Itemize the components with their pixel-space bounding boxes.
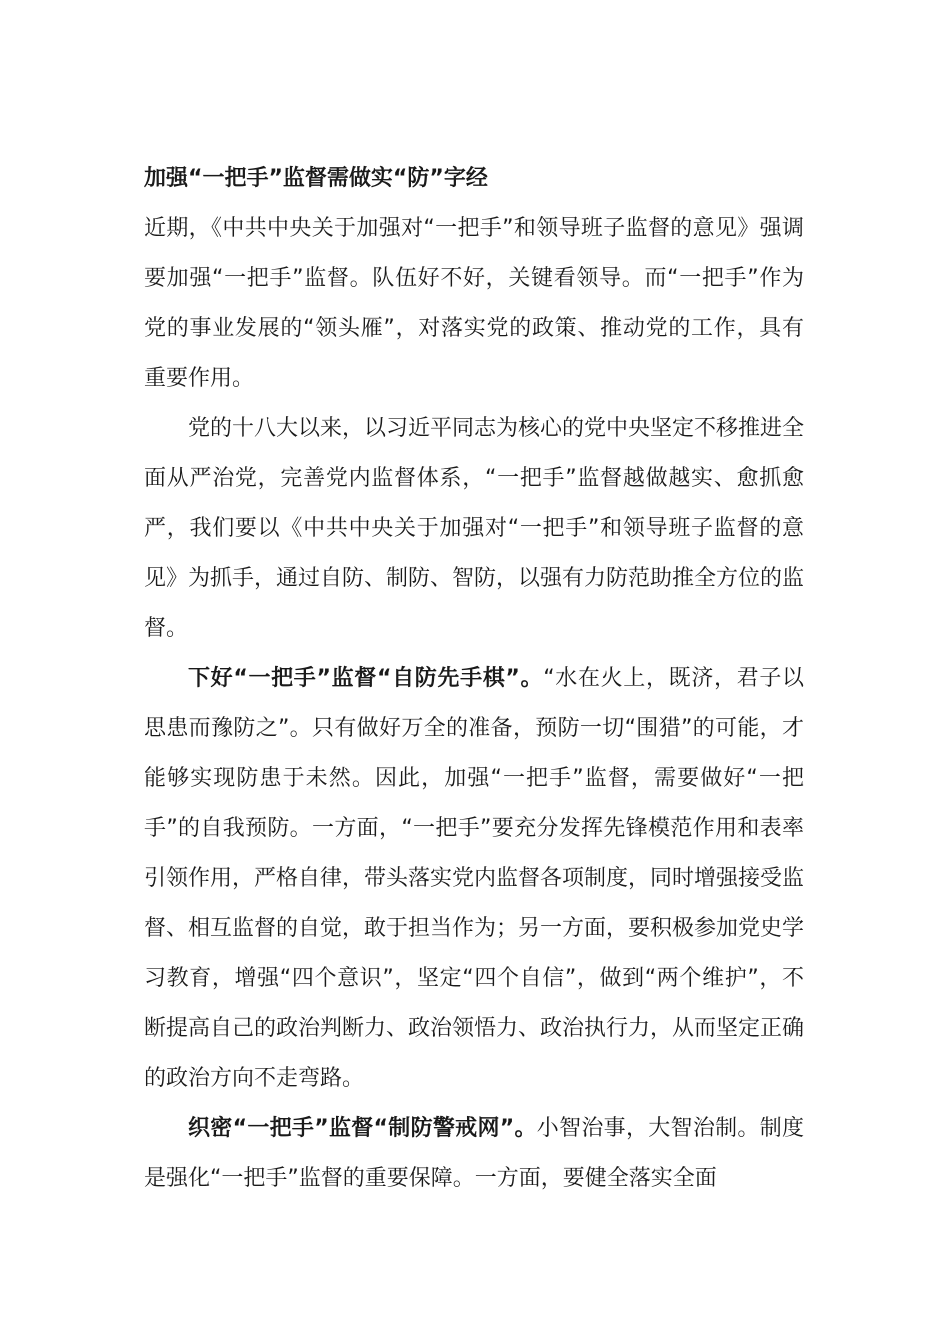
paragraph-system-prevention bbox=[144, 1104, 804, 1204]
paragraph-intro bbox=[144, 204, 804, 404]
document-page bbox=[144, 154, 804, 1204]
document-title: 加强“一把手”监督需做实“防”字经 bbox=[144, 166, 488, 191]
paragraph-lead: 下好“一把手”监督“自防先手棋”。 bbox=[188, 666, 544, 691]
paragraph-text: “水在火上，既济，君子以思患而豫防之”。只有做好万全的准备，预防一切“围猎”的可能，才能够实现防患于未然。因此，加强“一把手”监督，需要做好“一把手”的自我预防。一方面，“一把手”要充分发挥先锋模范作用和表率引领作用，严格自律，带头落实党内监督各项制度，同时增强接受监督、相互监督的自觉，敢于担当作为；另一方面，要积极参加党史学习教育，增强“四个意识”，坚定“四个自信”，做到“两个维护”，不断提高自己的政治判断力、政治领悟力、政治执行力，从而坚定正确的政治方向不走弯路。 bbox=[144, 666, 805, 1091]
paragraph-text: 小智治事，大智治制。制度是强化“一把手”监督的重要保障。一方面，要健全落实全面 bbox=[144, 1116, 804, 1191]
paragraph-lead: 织密“一把手”监督“制防警戒网”。 bbox=[188, 1116, 537, 1141]
paragraph-background bbox=[144, 404, 804, 654]
paragraph-text: 党的十八大以来，以习近平同志为核心的党中央坚定不移推进全面从严治党，完善党内监督体系，“一把手”监督越做越实、愈抓愈严，我们要以《中共中央关于加强对“一把手”和领导班子监督的意见》为抓手，通过自防、制防、智防，以强有力防范助推全方位的监督。 bbox=[144, 416, 805, 641]
paragraph-self-prevention bbox=[144, 654, 804, 1104]
paragraph-text: 近期，《中共中央关于加强对“一把手”和领导班子监督的意见》强调要加强“一把手”监督。队伍好不好，关键看领导。而“一把手”作为党的事业发展的“领头雁”，对落实党的政策、推动党的工作，具有重要作用。 bbox=[144, 216, 804, 391]
